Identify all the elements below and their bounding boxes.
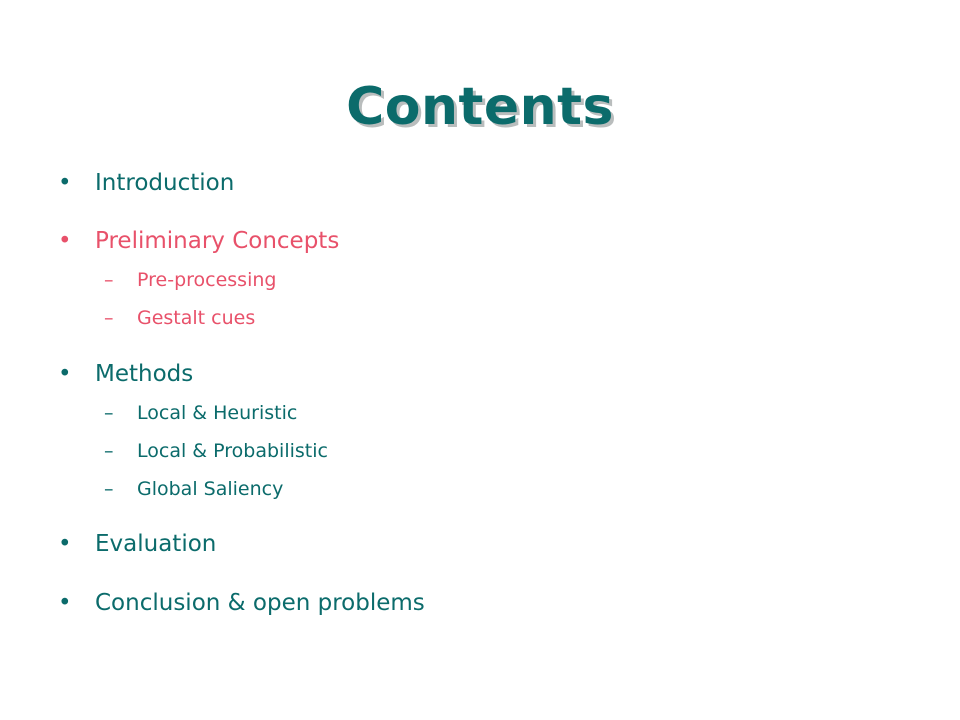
sub-item-label: Pre-processing	[137, 269, 277, 291]
bullet: •	[58, 531, 72, 557]
sub-item-local-probabilistic	[104, 438, 328, 464]
list-item-label: Conclusion & open problems	[95, 590, 425, 616]
sub-item-label: Gestalt cues	[137, 307, 256, 329]
sub-item-label: Local & Probabilistic	[137, 440, 328, 462]
dash: –	[104, 440, 114, 462]
sub-item-label: Local & Heuristic	[137, 402, 298, 424]
sub-item-gestalt-cues	[104, 305, 255, 331]
sub-item-pre-processing	[104, 267, 276, 293]
list-item-label: Introduction	[95, 170, 235, 196]
sub-item-global-saliency	[104, 476, 283, 502]
dash: –	[104, 269, 114, 291]
dash: –	[104, 478, 114, 500]
dash: –	[104, 402, 114, 424]
sub-item-local-heuristic	[104, 400, 297, 426]
list-item-label: Preliminary Concepts	[95, 228, 340, 254]
list-item-introduction	[58, 168, 234, 198]
list-item-methods	[58, 359, 193, 389]
bullet: •	[58, 170, 72, 196]
bullet: •	[58, 590, 72, 616]
list-item-label: Methods	[95, 361, 194, 387]
dash: –	[104, 307, 114, 329]
slide-title: Contents	[346, 77, 614, 137]
list-item-conclusion	[58, 588, 425, 618]
list-item-label: Evaluation	[95, 531, 217, 557]
list-item-evaluation	[58, 529, 216, 559]
list-item-preliminary-concepts	[58, 226, 339, 256]
bullet: •	[58, 361, 72, 387]
sub-item-label: Global Saliency	[137, 478, 284, 500]
bullet: •	[58, 228, 72, 254]
